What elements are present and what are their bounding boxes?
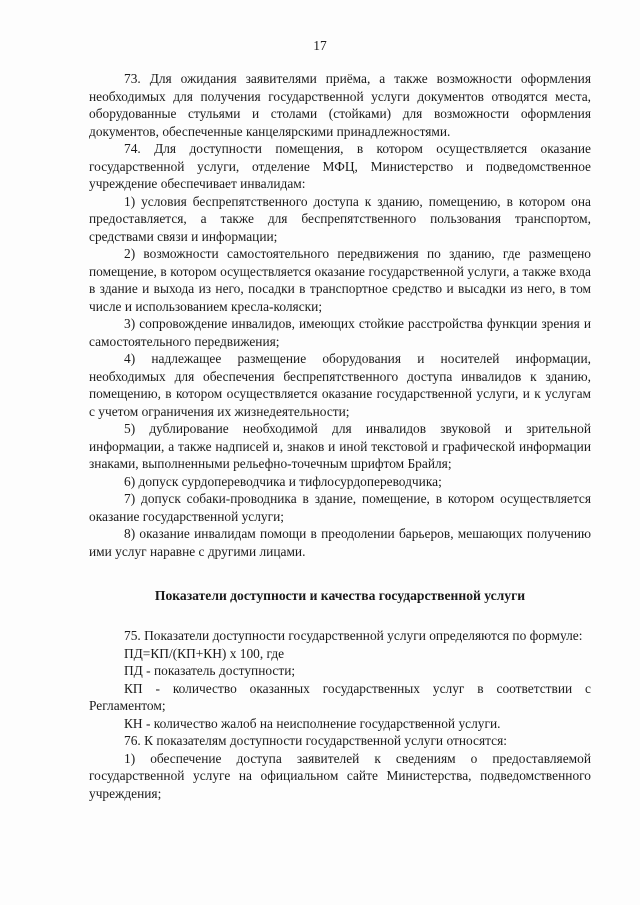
section-heading: Показатели доступности и качества государственной услуги — [154, 588, 526, 603]
list-item-6: 6) допуск сурдопереводчика и тифлосурдопереводчика; — [124, 473, 442, 489]
definition-pd: ПД - показатель доступности; — [124, 663, 296, 678]
list-item-8: 8) оказание инвалидам помощи в преодолении барьеров, мешающих получению ими услуг наравне с другими лицами. — [89, 526, 591, 559]
list-item-1: 1) условия беспрепятственного доступа к зданию, помещению, в котором она предоставляется, а также для беспрепятственного пользования транспортом, средствами связи и информации; — [89, 193, 591, 244]
definition-kp: КП - количество оказанных государственных услуг в соответствии с Регламентом; — [89, 680, 591, 713]
list-item-3: 3) сопровождение инвалидов, имеющих стойкие расстройства функции зрения и самостоятельного передвижения; — [89, 316, 591, 349]
formula-line: ПД=КП/(КП+КН) х 100, где — [124, 645, 285, 661]
list-item-4: 4) надлежащее размещение оборудования и носителей информации, необходимых для обеспечения беспрепятственного доступа инвалидов к зданию, помещению, в котором осуществляется оказание государственной услуги, и к услугам с учетом ограничения их жизнедеятельности; — [89, 351, 591, 419]
paragraph-74: 74. Для доступности помещения, в котором осуществляется оказание государственной услуги, отделение МФЦ, Министерство и подведомственное учреждение обеспечивает инвалидам: — [89, 141, 591, 191]
list-item-5: 5) дублирование необходимой для инвалидов звуковой и зрительной информации, а также надписей и, знаков и иной текстовой и графической информации знаками, выполненными рельефно-точечным шрифтом Брайля; — [89, 421, 591, 471]
paragraph-73: 73. Для ожидания заявителями приёма, а также возможности оформления необходимых для получения государственной услуги документов отводятся места, оборудованные стульями и столами (стойками) для возможности оформления документов, обеспеченные канцелярскими принадлежностями. — [89, 71, 591, 139]
page-number: 17 — [313, 38, 327, 53]
definition-kn: КН - количество жалоб на неисполнение государственной услуги. — [124, 715, 501, 731]
list-item-76-1: 1) обеспечение доступа заявителей к сведениям о предоставляемой государственной услуге на официальном сайте Министерства, подведомственного учреждения; — [89, 750, 591, 801]
paragraph-76: 76. К показателям доступности государственной услуги относятся: — [124, 733, 507, 748]
paragraph-75: 75. Показатели доступности государственной услуги определяются по формуле: — [124, 628, 583, 643]
document-body — [89, 70, 591, 802]
list-item-7: 7) допуск собаки-проводника в здание, помещение, в котором осуществляется оказание государственной услуги; — [89, 491, 591, 524]
list-item-2: 2) возможности самостоятельного передвижения по зданию, где размещено помещение, в котором осуществляется оказание государственной услуги, а также входа в здание и выхода из него, посадки в транспортное средство и высадки из него, в том числе и использованием кресла-коляски; — [89, 246, 591, 314]
